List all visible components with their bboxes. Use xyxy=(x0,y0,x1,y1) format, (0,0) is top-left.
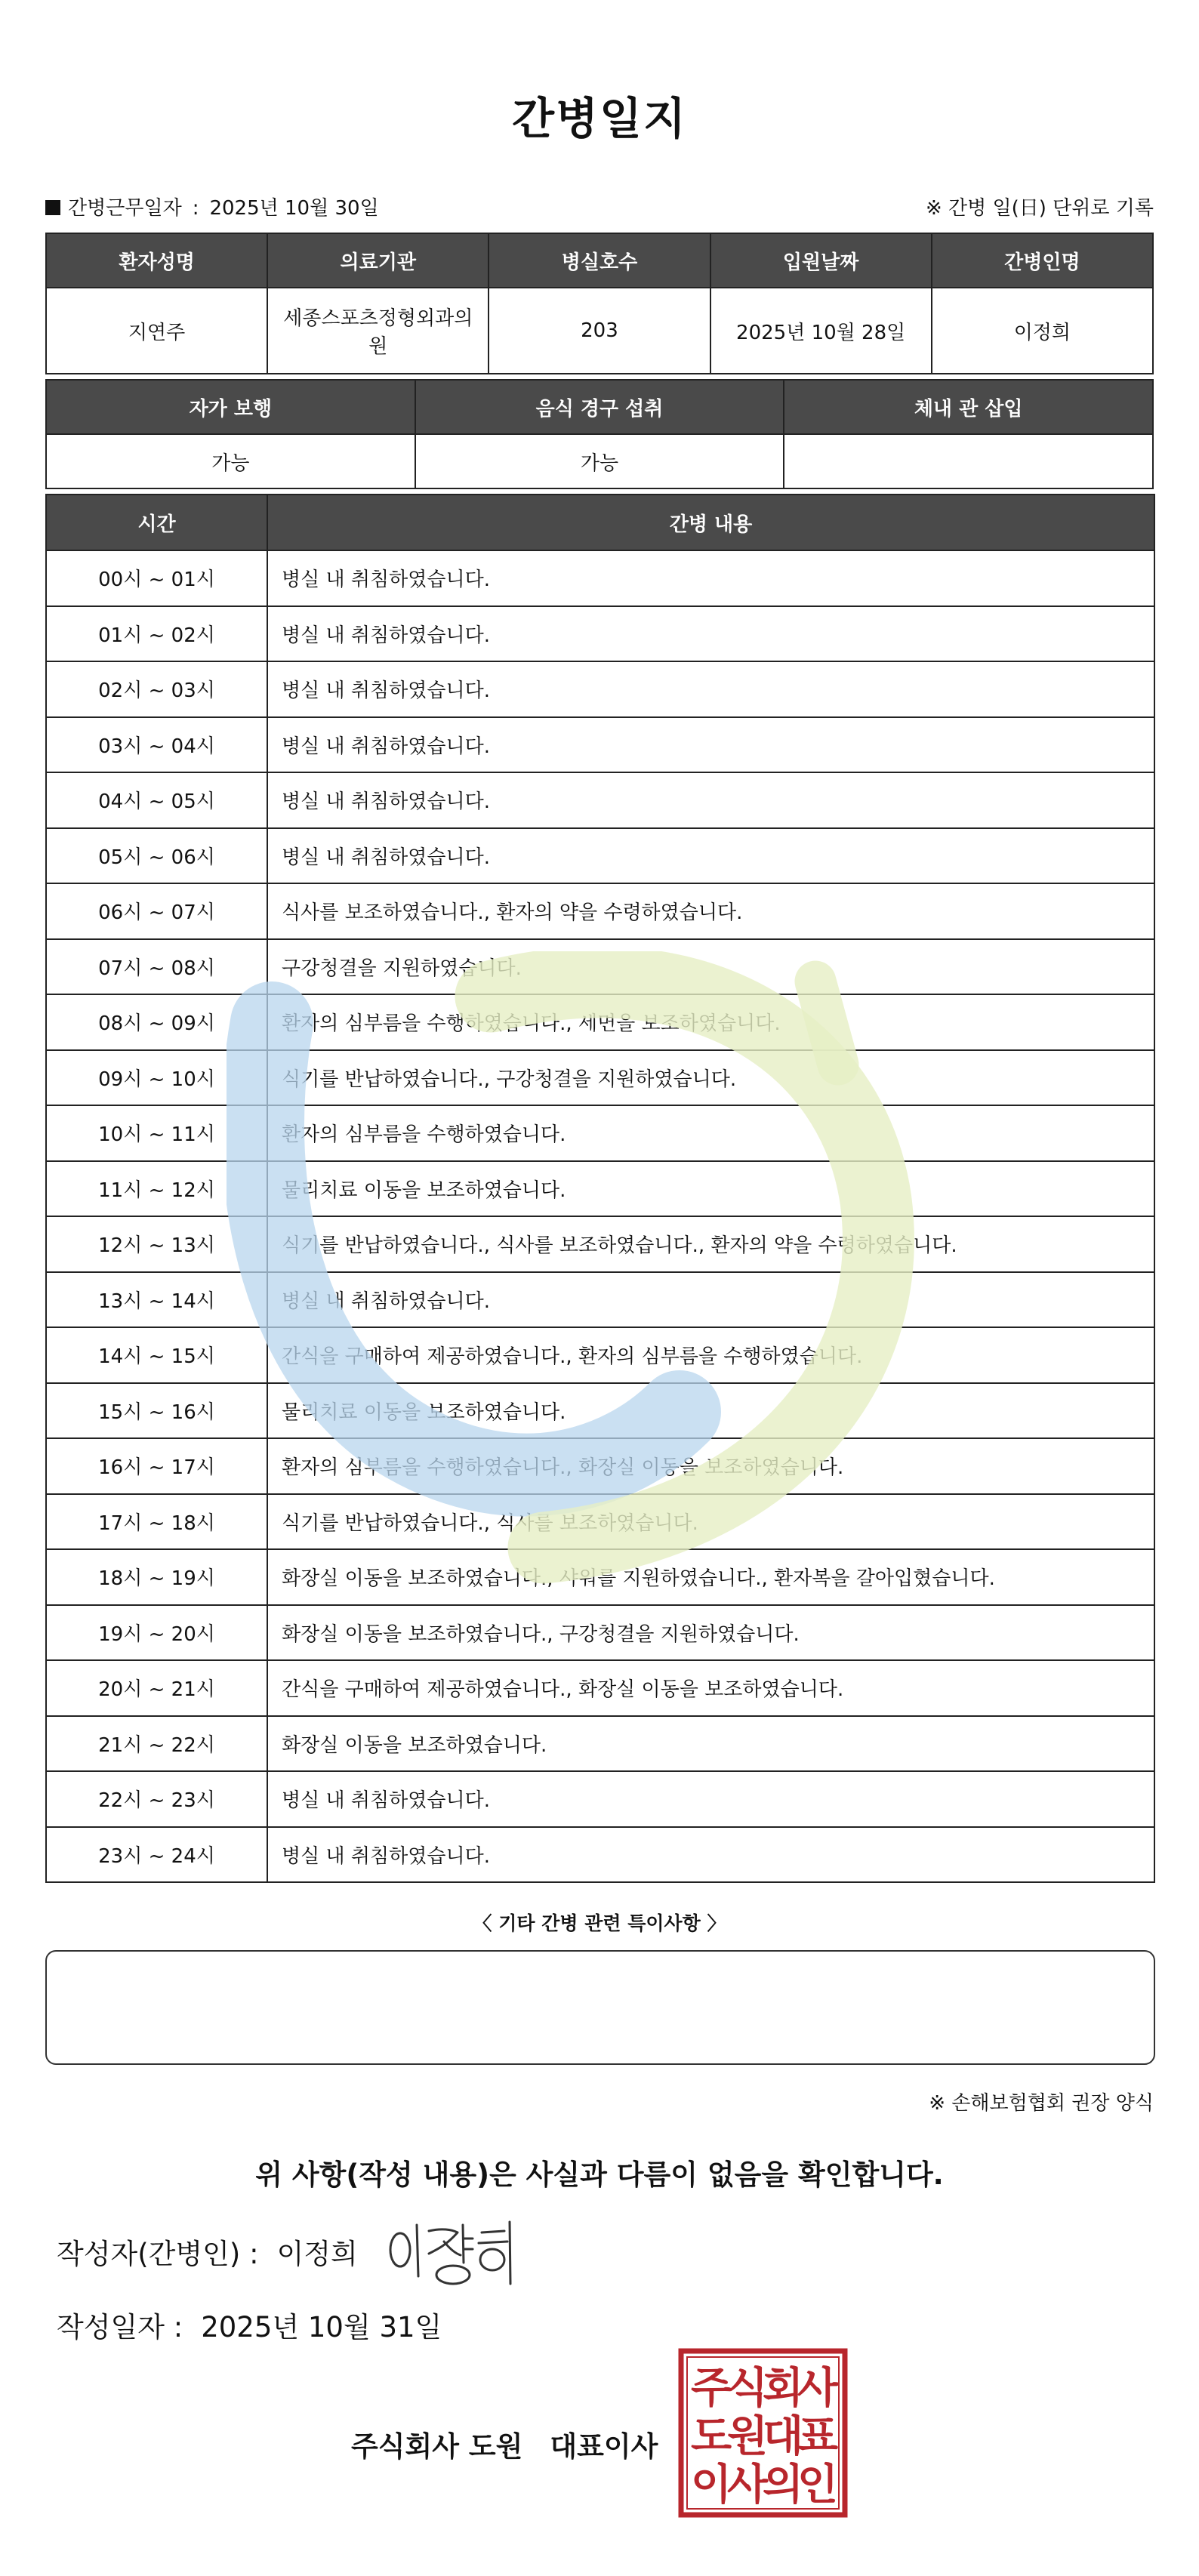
time-cell: 07시 ~ 08시 xyxy=(46,939,267,995)
care-content-cell: 간식을 구매하여 제공하였습니다., 환자의 심부름을 수행하였습니다. xyxy=(267,1327,1154,1383)
time-cell: 00시 ~ 01시 xyxy=(46,550,267,606)
time-cell: 08시 ~ 09시 xyxy=(46,994,267,1050)
table-row xyxy=(46,1272,1154,1328)
time-cell: 19시 ~ 20시 xyxy=(46,1605,267,1661)
care-content-cell: 환자의 심부름을 수행하였습니다., 화장실 이동을 보조하였습니다. xyxy=(267,1438,1154,1494)
company-name: 주식회사 도원 xyxy=(351,2430,523,2463)
room-number: 203 xyxy=(489,288,710,374)
care-content-cell: 병실 내 취침하였습니다. xyxy=(267,717,1154,773)
company-signature-line xyxy=(351,2423,658,2464)
table-row xyxy=(46,772,1154,828)
work-date-separator: : xyxy=(192,197,199,220)
ceo-title: 대표이사 xyxy=(550,2430,658,2463)
svg-text:회: 회 xyxy=(762,2364,804,2413)
header-time: 시간 xyxy=(46,495,267,550)
header-tube-insertion: 체내 관 삽입 xyxy=(784,380,1153,434)
table-row xyxy=(46,1161,1154,1217)
time-cell: 23시 ~ 24시 xyxy=(46,1827,267,1883)
time-cell: 10시 ~ 11시 xyxy=(46,1105,267,1161)
time-cell: 03시 ~ 04시 xyxy=(46,717,267,773)
table-row xyxy=(46,1438,1154,1494)
svg-text:사: 사 xyxy=(726,2460,769,2510)
care-content-cell: 병실 내 취침하였습니다. xyxy=(267,828,1154,884)
svg-text:이: 이 xyxy=(690,2460,732,2510)
admission-date: 2025년 10월 28일 xyxy=(710,288,932,374)
time-cell: 22시 ~ 23시 xyxy=(46,1771,267,1827)
svg-text:도: 도 xyxy=(690,2412,732,2461)
time-cell: 01시 ~ 02시 xyxy=(46,606,267,662)
care-content-cell: 병실 내 취침하였습니다. xyxy=(267,1827,1154,1883)
status-header-row xyxy=(46,380,1153,434)
work-date-value: 2025년 10월 30일 xyxy=(209,197,379,220)
care-content-cell: 식기를 반납하였습니다., 식사를 보조하였습니다. xyxy=(267,1494,1154,1550)
time-cell: 21시 ~ 22시 xyxy=(46,1716,267,1772)
table-row xyxy=(46,828,1154,884)
care-content-cell: 화장실 이동을 보조하였습니다., 구강청결을 지원하였습니다. xyxy=(267,1605,1154,1661)
time-cell: 09시 ~ 10시 xyxy=(46,1050,267,1106)
table-row xyxy=(46,1549,1154,1605)
confirmation-statement: 위 사항(작성 내용)은 사실과 다름이 없음을 확인합니다. xyxy=(255,2158,944,2191)
time-cell: 12시 ~ 13시 xyxy=(46,1216,267,1272)
table-row xyxy=(46,1494,1154,1550)
care-content-cell: 환자의 심부름을 수행하였습니다., 세면을 보조하였습니다. xyxy=(267,994,1154,1050)
table-row xyxy=(46,994,1154,1050)
time-cell: 05시 ~ 06시 xyxy=(46,828,267,884)
time-cell: 14시 ~ 15시 xyxy=(46,1327,267,1383)
remarks-title: 〈 기타 간병 관련 특이사항 〉 xyxy=(473,1912,726,1934)
care-content-cell: 구강청결을 지원하였습니다. xyxy=(267,939,1154,995)
table-row xyxy=(46,550,1154,606)
write-date-value: 2025년 10월 31일 xyxy=(201,2311,442,2343)
header-hospital: 의료기관 xyxy=(267,233,489,288)
remarks-box[interactable] xyxy=(45,1950,1155,2065)
time-cell: 20시 ~ 21시 xyxy=(46,1660,267,1716)
recommended-form-note: ※ 손해보험협회 권장 양식 xyxy=(929,2092,1154,2115)
caregiver-name: 이정희 xyxy=(932,288,1153,374)
table-row xyxy=(46,1827,1154,1883)
table-row xyxy=(46,1383,1154,1439)
handwritten-signature xyxy=(385,2216,513,2291)
table-row xyxy=(46,1605,1154,1661)
write-date-line xyxy=(57,2304,442,2345)
care-content-cell: 간식을 구매하여 제공하였습니다., 화장실 이동을 보조하였습니다. xyxy=(267,1660,1154,1716)
company-seal-stamp xyxy=(678,2348,848,2518)
care-content-cell: 병실 내 취침하였습니다. xyxy=(267,606,1154,662)
svg-text:원: 원 xyxy=(726,2412,769,2461)
writer-label: 작성자(간병인) : xyxy=(57,2238,259,2270)
writer-name: 이정희 xyxy=(276,2238,358,2270)
care-content-cell: 병실 내 취침하였습니다. xyxy=(267,1272,1154,1328)
patient-name: 지연주 xyxy=(46,288,267,374)
care-content-cell: 물리치료 이동을 보조하였습니다. xyxy=(267,1161,1154,1217)
hourly-care-log-table xyxy=(45,494,1155,1883)
svg-text:의: 의 xyxy=(762,2460,804,2510)
info-value-row xyxy=(46,288,1153,374)
table-row xyxy=(46,1105,1154,1161)
care-content-cell: 식기를 반납하였습니다., 구강청결을 지원하였습니다. xyxy=(267,1050,1154,1106)
status-value-row xyxy=(46,434,1153,488)
table-row xyxy=(46,939,1154,995)
header-room-number: 병실호수 xyxy=(489,233,710,288)
time-cell: 06시 ~ 07시 xyxy=(46,883,267,939)
log-body xyxy=(46,550,1154,1882)
care-content-cell: 병실 내 취침하였습니다. xyxy=(267,550,1154,606)
self-walking-value: 가능 xyxy=(46,434,415,488)
document-title: 간병일지 xyxy=(511,93,688,144)
svg-text:식: 식 xyxy=(726,2364,769,2413)
svg-text:주: 주 xyxy=(690,2364,732,2413)
patient-info-table xyxy=(45,233,1154,374)
time-cell: 17시 ~ 18시 xyxy=(46,1494,267,1550)
care-content-cell: 물리치료 이동을 보조하였습니다. xyxy=(267,1383,1154,1439)
svg-text:표: 표 xyxy=(797,2412,839,2461)
header-admission-date: 입원날짜 xyxy=(710,233,932,288)
patient-status-table xyxy=(45,379,1154,489)
info-header-row xyxy=(46,233,1153,288)
tube-insertion-value xyxy=(784,434,1153,488)
table-row xyxy=(46,1216,1154,1272)
care-content-cell: 병실 내 취침하였습니다. xyxy=(267,1771,1154,1827)
table-row xyxy=(46,1716,1154,1772)
header-patient-name: 환자성명 xyxy=(46,233,267,288)
time-cell: 11시 ~ 12시 xyxy=(46,1161,267,1217)
time-cell: 16시 ~ 17시 xyxy=(46,1438,267,1494)
table-row xyxy=(46,883,1154,939)
svg-text:사: 사 xyxy=(797,2364,839,2413)
header-self-walking: 자가 보행 xyxy=(46,380,415,434)
care-content-cell: 화장실 이동을 보조하였습니다. xyxy=(267,1716,1154,1772)
care-content-cell: 식사를 보조하였습니다., 환자의 약을 수령하였습니다. xyxy=(267,883,1154,939)
care-content-cell: 화장실 이동을 보조하였습니다., 샤워를 지원하였습니다., 환자복을 갈아입혔습니다. xyxy=(267,1549,1154,1605)
table-row xyxy=(46,717,1154,773)
hospital-name: 세종스포츠정형외과의원 xyxy=(267,288,489,374)
header-care-content: 간병 내용 xyxy=(267,495,1154,550)
care-content-cell: 식기를 반납하였습니다., 식사를 보조하였습니다., 환자의 약을 수령하였습니다. xyxy=(267,1216,1154,1272)
log-header-row xyxy=(46,495,1154,550)
write-date-label: 작성일자 : xyxy=(57,2311,183,2343)
table-row xyxy=(46,1771,1154,1827)
table-row xyxy=(46,1327,1154,1383)
table-row xyxy=(46,606,1154,662)
header-caregiver-name: 간병인명 xyxy=(932,233,1153,288)
care-content-cell: 병실 내 취침하였습니다. xyxy=(267,772,1154,828)
time-cell: 13시 ~ 14시 xyxy=(46,1272,267,1328)
svg-text:인: 인 xyxy=(797,2460,839,2510)
table-row xyxy=(46,1050,1154,1106)
writer-line xyxy=(57,2231,358,2272)
record-unit-note: ※ 간병 일(日) 단위로 기록 xyxy=(925,197,1154,220)
oral-intake-value: 가능 xyxy=(415,434,784,488)
care-content-cell: 병실 내 취침하였습니다. xyxy=(267,661,1154,717)
header-oral-intake: 음식 경구 섭취 xyxy=(415,380,784,434)
table-row xyxy=(46,1660,1154,1716)
table-row xyxy=(46,661,1154,717)
time-cell: 15시 ~ 16시 xyxy=(46,1383,267,1439)
care-content-cell: 환자의 심부름을 수행하였습니다. xyxy=(267,1105,1154,1161)
time-cell: 04시 ~ 05시 xyxy=(46,772,267,828)
time-cell: 18시 ~ 19시 xyxy=(46,1549,267,1605)
work-date-label: 간병근무일자 xyxy=(68,197,182,220)
work-date-line xyxy=(45,193,379,220)
time-cell: 02시 ~ 03시 xyxy=(46,661,267,717)
svg-text:대: 대 xyxy=(762,2412,804,2461)
square-bullet-icon xyxy=(45,200,60,215)
